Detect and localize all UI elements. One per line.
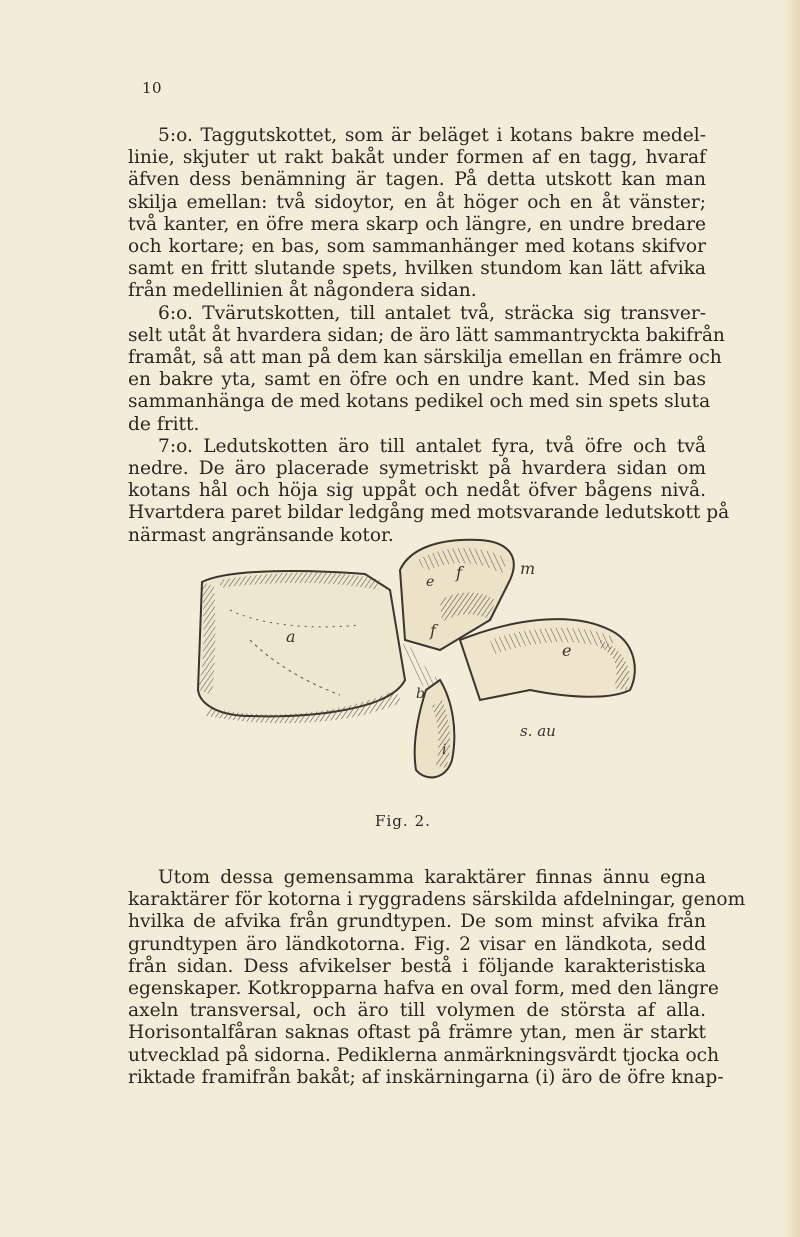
figure-caption-number: 2.: [414, 812, 431, 830]
text-top: [128, 125, 730, 547]
text-line: axeln transversal, och äro till volymen de största af alla.: [128, 1000, 706, 1022]
figure-label-e-right: e: [562, 641, 572, 660]
text-line: från medellinien åt någondera sidan.: [128, 280, 477, 302]
text-line: närmast angränsande kotor.: [128, 524, 394, 546]
text-line: selt utåt åt hvardera sidan; de äro lätt sammantryckta bakifrån: [128, 324, 725, 346]
text-line: hvilka de afvika från grundtypen. De som minst afvika från: [128, 911, 706, 933]
text-line: äfven dess benämning är tagen. På detta utskott kan man: [128, 169, 706, 191]
text-line: utvecklad på sidorna. Pediklerna anmärkningsvärdt tjocka och: [128, 1044, 720, 1066]
page-edge-shade: [782, 0, 800, 1237]
text-line: Utom dessa gemensamma karaktärer finnas ännu egna: [158, 867, 706, 888]
figure-label-m: m: [520, 559, 536, 578]
text-line: 6:o. Tvärutskotten, till antalet två, sträcka sig transver-: [158, 302, 706, 324]
text-line: nedre. De äro placerade symetriskt på hvardera sidan om: [128, 458, 706, 480]
figure-label-i: i: [442, 742, 447, 758]
text-line: karaktärer för kotorna i ryggradens särskilda afdelningar, genom: [128, 889, 746, 911]
text-line: riktade framifrån bakåt; af inskärningarna (i) äro de öfre knap-: [128, 1066, 724, 1088]
figure-label-s-au: s. au: [520, 722, 556, 740]
figure-label-e: e: [426, 574, 435, 590]
text-line: grundtypen äro ländkotorna. Fig. 2 visar en ländkota, sedd: [128, 933, 706, 955]
text-line: de fritt.: [128, 413, 200, 435]
text-line: sammanhänga de med kotans pedikel och med sin spets sluta: [128, 391, 711, 413]
text-line: framåt, så att man på dem kan särskilja emellan en främre och: [128, 347, 722, 369]
text-line: en bakre yta, samt en öfre och en undre kant. Med sin bas: [128, 369, 706, 391]
text-line: Horisontalfåran saknas oftast på främre ytan, men är starkt: [128, 1022, 706, 1044]
text-line: 5:o. Taggutskottet, som är beläget i kotans bakre medel-: [158, 125, 706, 146]
page-number: 10: [142, 79, 163, 97]
text-line: Hvartdera paret bildar ledgång med motsvarande ledutskott på: [128, 502, 730, 524]
text-line: samt en fritt slutande spets, hvilken stundom kan lätt afvika: [128, 258, 706, 280]
figure-caption-prefix: Fig.: [375, 812, 409, 830]
figure-label-b: b: [416, 686, 425, 702]
text-line: två kanter, en öfre mera skarp och längre, en undre bredare: [128, 213, 706, 235]
text-line: från sidan. Dess afvikelser bestå i följande karakteristiska: [128, 955, 706, 977]
figure-label-a: a: [286, 627, 296, 646]
text-line: skilja emellan: två sidoytor, en åt höger och en åt vänster;: [128, 191, 706, 213]
text-line: linie, skjuter ut rakt bakåt under formen af en tagg, hvaraf: [128, 147, 706, 169]
figure-label-f: f: [456, 563, 462, 582]
text-line: 7:o. Ledutskotten äro till antalet fyra, två öfre och två: [158, 435, 706, 457]
text-line: egenskaper. Kotkropparna hafva en oval form, med den längre: [128, 978, 719, 1000]
text-line: kotans hål och höja sig uppåt och nedåt öfver bågens nivå.: [128, 480, 706, 502]
text-bottom: [128, 867, 746, 1089]
vertebra-sketch: [190, 530, 650, 790]
text-line: och kortare; en bas, som sammanhänger med kotans skifvor: [128, 236, 706, 258]
figure-label-f-lower: f: [430, 621, 436, 640]
figure-caption: [0, 812, 800, 830]
